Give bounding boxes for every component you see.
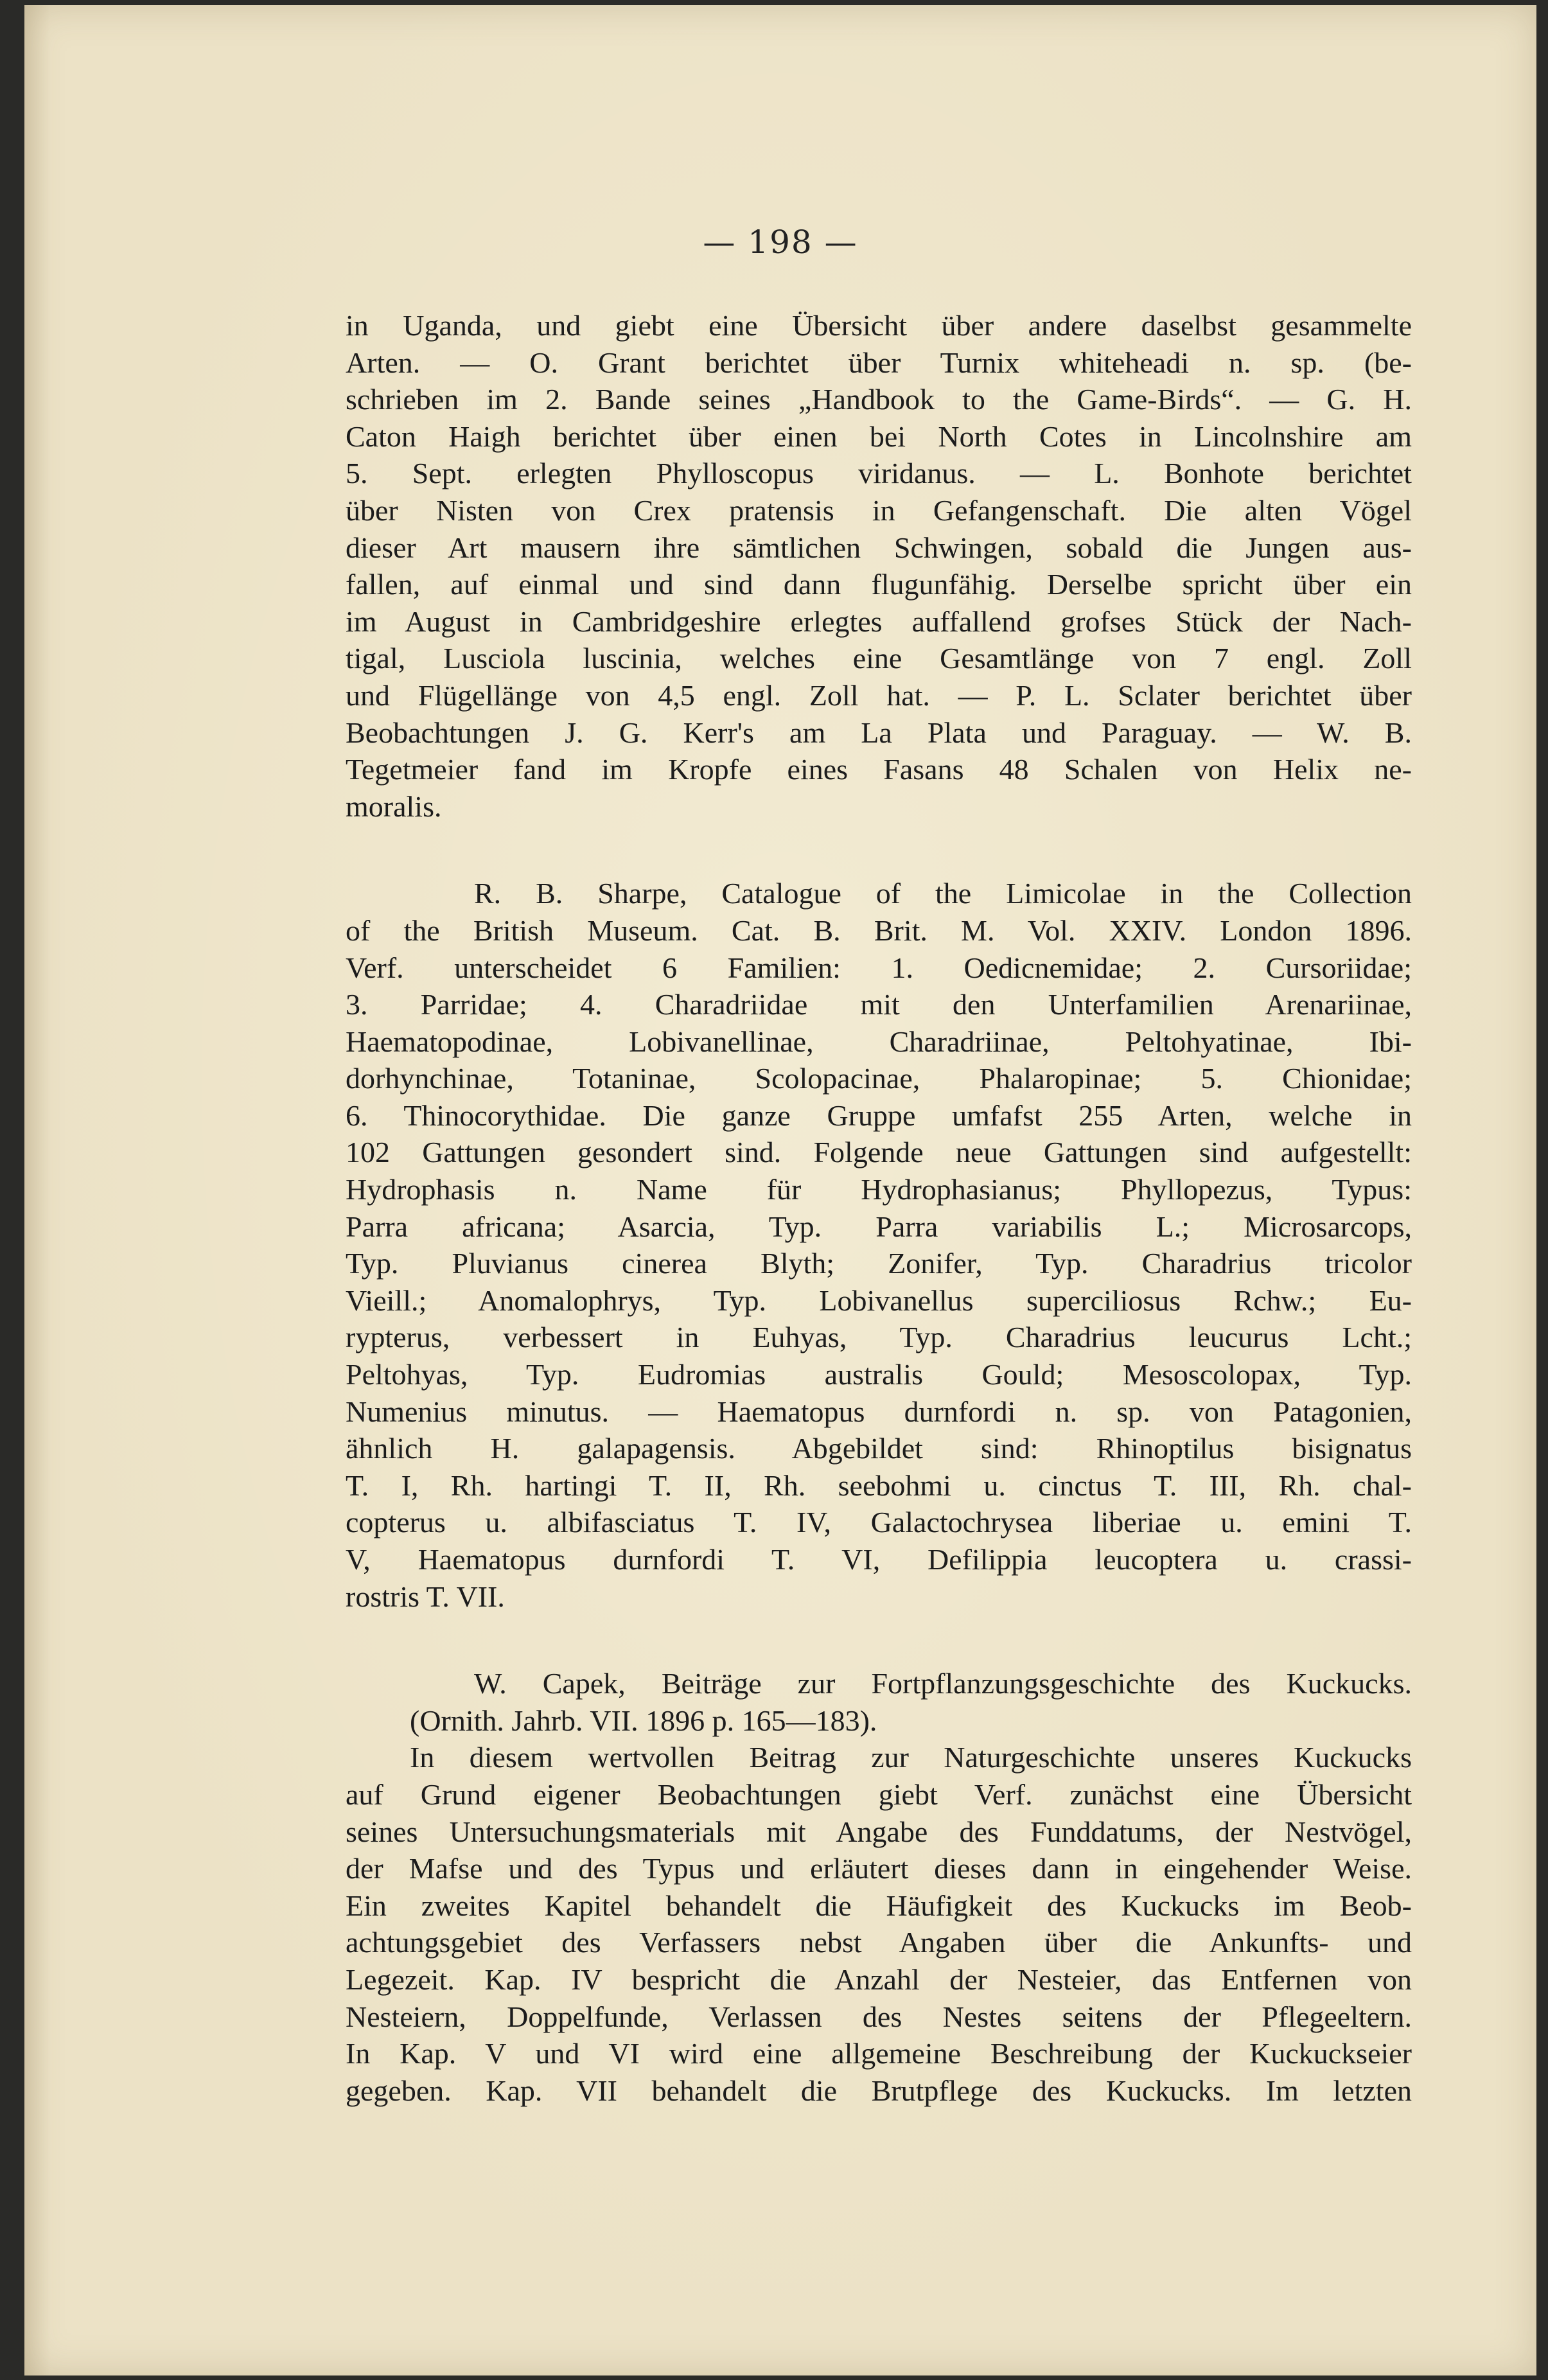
- text-line: der Mafse und des Typus und erläutert dieses dann in eingehender Weise.: [346, 1852, 1412, 1885]
- text-line: Legezeit. Kap. IV bespricht die Anzahl der Nesteier, das Entfernen von: [346, 1962, 1412, 1996]
- text-line: Haematopodinae, Lobivanellinae, Charadriinae, Peltohyatinae, Ibi-: [346, 1025, 1412, 1058]
- text-line: Verf. unterscheidet 6 Familien: 1. Oedicnemidae; 2. Cursoriidae;: [346, 951, 1412, 984]
- text-line: 3. Parridae; 4. Charadriidae mit den Unterfamilien Arenariinae,: [346, 988, 1412, 1021]
- text-line: V, Haematopus durnfordi T. VI, Defilippia leucoptera u. crassi-: [346, 1543, 1412, 1576]
- text-line: ähnlich H. galapagensis. Abgebildet sind: Rhinoptilus bisignatus: [346, 1432, 1412, 1465]
- text-line: dorhynchinae, Totaninae, Scolopacinae, Phalaropinae; 5. Chionidae;: [346, 1062, 1412, 1095]
- text-line: 5. Sept. erlegten Phylloscopus viridanus. — L. Bonhote berichtet: [346, 457, 1412, 490]
- text-line: Ein zweites Kapitel behandelt die Häufigkeit des Kuckucks im Beob-: [346, 1889, 1412, 1922]
- text-line: Numenius minutus. — Haematopus durnfordi n. sp. von Patagonien,: [346, 1395, 1412, 1428]
- text-line: rostris T. VII.: [346, 1580, 505, 1613]
- text-line: in Uganda, und giebt eine Übersicht über andere daselbst gesammelte: [346, 309, 1412, 342]
- text-line: Parra africana; Asarcia, Typ. Parra variabilis L.; Microsarcops,: [346, 1210, 1412, 1243]
- text-line: Vieill.; Anomalophrys, Typ. Lobivanellus superciliosus Rchw.; Eu-: [346, 1283, 1412, 1317]
- text-line: (Ornith. Jahrb. VII. 1896 p. 165—183).: [410, 1704, 877, 1737]
- document-page: [24, 5, 1536, 2376]
- text-line: fallen, auf einmal und sind dann flugunfähig. Derselbe spricht über ein: [346, 568, 1412, 601]
- text-line: In Kap. V und VI wird eine allgemeine Beschreibung der Kuckuckseier: [346, 2037, 1412, 2070]
- text-line: Nesteiern, Doppelfunde, Verlassen des Nestes seitens der Pflegeeltern.: [346, 2000, 1412, 2033]
- text-line: auf Grund eigener Beobachtungen giebt Verf. zunächst eine Übersicht: [346, 1777, 1412, 1811]
- text-line: Hydrophasis n. Name für Hydrophasianus; Phyllopezus, Typus:: [346, 1173, 1412, 1206]
- text-line: und Flügellänge von 4,5 engl. Zoll hat. — P. L. Sclater berichtet über: [346, 678, 1412, 712]
- text-line: seines Untersuchungsmaterials mit Angabe des Funddatums, der Nestvögel,: [346, 1815, 1412, 1848]
- text-line: Arten. — O. Grant berichtet über Turnix whiteheadi n. sp. (be-: [346, 346, 1412, 379]
- text-line: Typ. Pluvianus cinerea Blyth; Zonifer, Typ. Charadrius tricolor: [346, 1247, 1412, 1280]
- paragraph-2: [346, 875, 1412, 1615]
- text-line: 6. Thinocorythidae. Die ganze Gruppe umfafst 255 Arten, welche in: [346, 1098, 1412, 1132]
- text-line: Tegetmeier fand im Kropfe eines Fasans 48 Schalen von Helix ne-: [346, 753, 1412, 786]
- text-line: Caton Haigh berichtet über einen bei North Cotes in Lincolnshire am: [346, 419, 1412, 453]
- text-line: schrieben im 2. Bande seines „Handbook to the Game-Birds“. — G. H.: [346, 383, 1412, 416]
- text-line: über Nisten von Crex pratensis in Gefangenschaft. Die alten Vögel: [346, 493, 1412, 527]
- text-line: achtungsgebiet des Verfassers nebst Angaben über die Ankunfts- und: [346, 1926, 1412, 1959]
- paragraph-1: [346, 307, 1412, 825]
- text-line: tigal, Lusciola luscinia, welches eine Gesamtlänge von 7 engl. Zoll: [346, 642, 1412, 675]
- text-body: [346, 307, 1412, 2109]
- text-line: W. Capek, Beiträge zur Fortpflanzungsgeschichte des Kuckucks.: [474, 1667, 1412, 1700]
- text-line: of the British Museum. Cat. B. Brit. M. Vol. XXIV. London 1896.: [346, 913, 1412, 947]
- text-line: moralis.: [346, 789, 442, 823]
- text-line: gegeben. Kap. VII behandelt die Brutpflege des Kuckucks. Im letzten: [346, 2074, 1412, 2107]
- text-line: R. B. Sharpe, Catalogue of the Limicolae in the Collection: [474, 877, 1412, 910]
- text-line: In diesem wertvollen Beitrag zur Naturgeschichte unseres Kuckucks: [410, 1741, 1412, 1774]
- text-line: im August in Cambridgeshire erlegtes auffallend grofses Stück der Nach-: [346, 604, 1412, 638]
- text-line: T. I, Rh. hartingi T. II, Rh. seebohmi u. cinctus T. III, Rh. chal-: [346, 1468, 1412, 1502]
- page-number: — 198 —: [703, 224, 858, 261]
- text-line: 102 Gattungen gesondert sind. Folgende neue Gattungen sind aufgestellt:: [346, 1136, 1412, 1169]
- text-line: dieser Art mausern ihre sämtlichen Schwingen, sobald die Jungen aus-: [346, 531, 1412, 564]
- text-line: Beobachtungen J. G. Kerr's am La Plata und Paraguay. — W. B.: [346, 716, 1412, 749]
- text-line: Peltohyas, Typ. Eudromias australis Gould; Mesoscolopax, Typ.: [346, 1358, 1412, 1391]
- text-line: copterus u. albifasciatus T. IV, Galactochrysea liberiae u. emini T.: [346, 1506, 1412, 1539]
- text-line: rypterus, verbessert in Euhyas, Typ. Charadrius leucurus Lcht.;: [346, 1321, 1412, 1354]
- paragraph-3: [346, 1665, 1412, 2109]
